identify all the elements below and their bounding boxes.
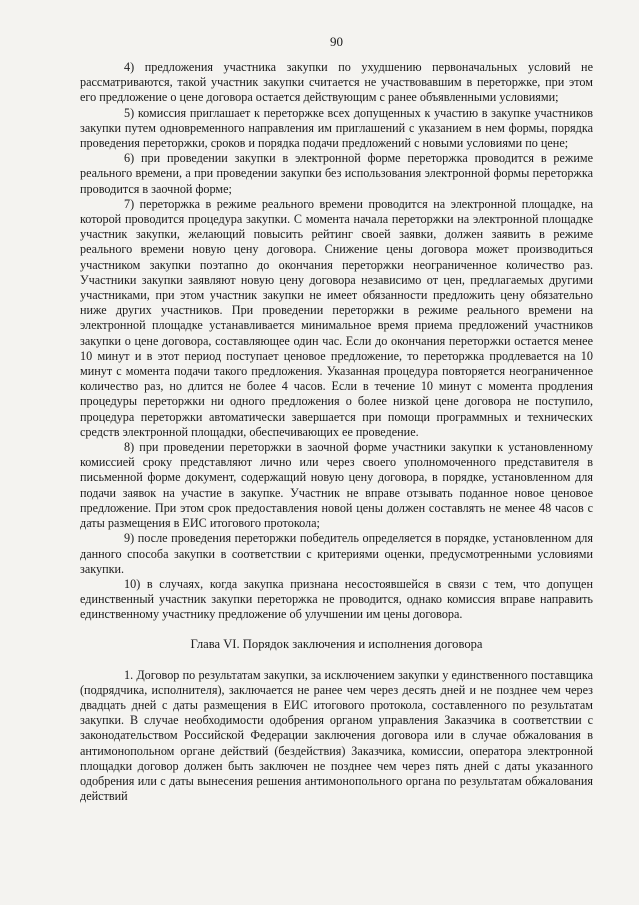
paragraph-item-9: 9) после проведения переторжки победитель определяется в порядке, установленном для данного способа закупки в соответствии с критериями оценки, предусмотренными условиями закупки.	[80, 531, 593, 576]
paragraph-item-6: 6) при проведении закупки в электронной форме переторжка проводится в режиме реального времени, а при проведении закупки без использования электронной формы переторжка проводится в заочной форме;	[80, 151, 593, 196]
paragraph-item-10: 10) в случаях, когда закупка признана несостоявшейся в связи с тем, что допущен единственный участник закупки переторжка не проводится, однако комиссия вправе направить единственному участнику предложение об улучшении им цены договора.	[80, 576, 593, 622]
chapter-paragraph-1: 1. Договор по результатам закупки, за исключением закупки у единственного поставщика (подрядчика, исполнителя), заключается не ранее чем через десять дней и не позднее чем через двадцать дней с даты размещения в ЕИС итогового протокола, составленного по результатам закупки. В случае необходимости одобрения органом управления Заказчика в соответствии с законодательством Российской Федерации заключения договора или в случае обжалования в антимонопольном органе действий (бездействия) Заказчика, комиссии, оператора электронной площадки договор должен быть заключен не позднее чем через пять дней с даты указанного одобрения или с даты вынесения решения антимонопольного органа по результатам обжалования действий	[80, 667, 593, 804]
paragraph-item-4: 4) предложения участника закупки по ухудшению первоначальных условий не рассматриваются, такой участник закупки считается не участвовавшим в переторжке, при этом его предложение о цене договора остается действующим с ранее объявленными условиями;	[80, 60, 593, 105]
paragraph-item-8: 8) при проведении переторжки в заочной форме участники закупки к установленному комиссией сроку представляют лично или через своего уполномоченного представителя в письменной форме документ, содержащий новую цену договора, в порядке, установленном для подачи заявок на участие в закупке. Участник не вправе отзывать поданное новое ценовое предложение. При этом срок предоставления новой цены должен составлять не менее 48 часов с даты размещения в ЕИС итогового протокола;	[80, 440, 593, 531]
page-number: 90	[330, 34, 343, 49]
paragraph-item-5: 5) комиссия приглашает к переторжке всех допущенных к участию в закупке участников закупки путем одновременного направления им приглашений с указанием в нем формы, порядка проведения переторжки, сроков и порядка подачи предложений с новыми условиями по цене;	[80, 105, 593, 151]
paragraph-item-7: 7) переторжка в режиме реального времени проводится на электронной площадке, на которой проводится процедура закупки. С момента начала переторжки на электронной площадке участник закупки, желающий повысить рейтинг своей заявки, должен заявить в режиме реального времени новую цену договора. Снижение цены договора может производиться участником закупки поэтапно до окончания переторжки неограниченное количество раз. Участники закупки заявляют новую цену договора независимо от цен, предлагаемых другими участниками, при этом участник закупки не имеет обязанности предложить цену обязательно ниже других участников. При проведении переторжки в режиме реального времени на электронной площадке устанавливается минимальное время приема предложений участников закупки о цене договора, составляющее один час. Если до окончания переторжки остается менее 10 минут и в этот период поступает ценовое предложение, то переторжка продлевается на 10 минут с момента подачи такого предложения. Указанная процедура повторяется неограниченное количество раз, но длится не более 4 часов. Если в течение 10 минут с момента продления процедуры переторжки ни одного предложения о более низкой цене договора не поступило, процедура переторжки автоматически завершается при помощи программных и технических средств электронной площадки, обеспечивающих ее проведение.	[80, 196, 593, 439]
chapter-title: Глава VI. Порядок заключения и исполнения договора	[190, 636, 483, 651]
